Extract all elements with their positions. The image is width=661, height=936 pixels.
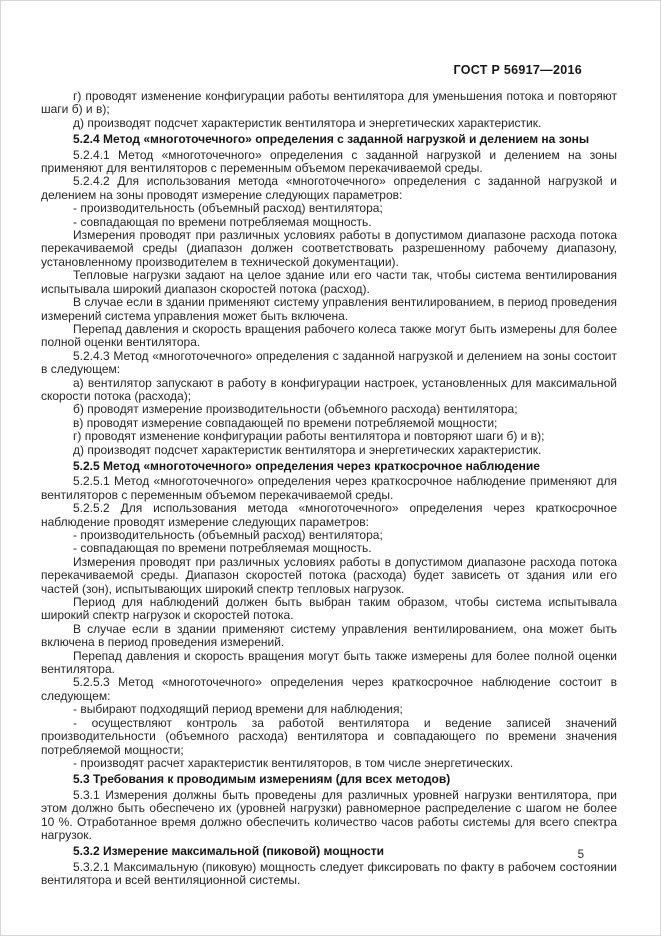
document-body (41, 90, 617, 888)
paragraph: 5.3.2.1 Максимальную (пиковую) мощность следует фиксировать по факту в рабочем состоянии вентилятора и всей вентиляционной системы. (41, 859, 617, 888)
paragraph: Измерения проводят при различных условиях работы в допустимом диапазоне расхода потока перекачиваемой среды. Диапазон скоростей потока (расхода) будет зависеть от здания или его частей (зон), испытывающих широкий спектр тепловых нагрузок. (41, 554, 617, 596)
section-heading: 5.3.2 Измерение максимальной (пиковой) мощности (73, 844, 385, 859)
paragraph: д) производят подсчет характеристик вентилятора и энергетических характеристик. (73, 442, 542, 457)
paragraph: В случае если в здании применяют систему управления вентилированием, в период проведения измерений система управления может быть включена. (41, 295, 617, 323)
paragraph: б) проводят измерение производительности (объемного расхода) вентилятора; (73, 402, 518, 417)
section-heading: 5.2.5 Метод «многоточечного» определения через краткосрочное наблюдение (73, 458, 540, 473)
paragraph: Тепловые нагрузки задают на целое здание или его части так, чтобы система вентилирования испытывала широкий диапазон скоростей потока (расход). (41, 268, 617, 296)
paragraph: Перепад давления и скорость вращения могут быть также измерены для более полной оценки вентилятора. (41, 648, 617, 677)
running-header: ГОСТ Р 56917—2016 (453, 63, 582, 77)
paragraph: 5.2.4.2 Для использования метода «многоточечного» определения с заданной нагрузкой и делением на зоны проводят измерение следующих параметров: (41, 174, 617, 202)
paragraph: а) вентилятор запускают в работу в конфигурации настроек, установленных для максимальной скорости потока (расхода); (41, 375, 617, 403)
section-heading: 5.2.4 Метод «многоточечного» определения с заданной нагрузкой и делением на зоны (73, 132, 590, 147)
paragraph: Измерения проводят при различных условиях работы в допустимом диапазоне расхода потока перекачиваемой среды (диапазон должен соответствовать разрешенному рабочему диапазону, установленному производителем в технической документации). (41, 228, 617, 269)
paragraph: 5.2.4.1 Метод «многоточечного» определения с заданной нагрузкой и делением на зоны применяют для вентиляторов с переменным объемом перекачиваемой среды. (41, 147, 617, 176)
paragraph: 5.2.5.2 Для использования метода «многоточечного» определения через краткосрочное наблюдение проводят измерение следующих параметров: (41, 501, 617, 529)
paragraph: Перепад давления и скорость вращения рабочего колеса также могут быть измерены для более полной оценки вентилятора. (41, 321, 617, 350)
section-heading: 5.3 Требования к проводимым измерениям (для всех методов) (73, 772, 451, 787)
paragraph: 5.2.5.3 Метод «многоточечного» определения через краткосрочное наблюдение состоит в следующем: (41, 675, 617, 703)
list-item: - производят расчет характеристик вентиляторов, в том числе энергетических. (73, 755, 514, 770)
paragraph: д) производят подсчет характеристик вентилятора и энергетических характеристик. (73, 115, 542, 130)
paragraph: 5.3.1 Измерения должны быть проведены для различных уровней нагрузки вентилятора, при этом должно быть обеспечено их (уровней нагрузки) равномерное распределение с шагом не более 10 %. Отработанное время должно обеспечить количество часов работы системы для всего спектра нагрузок. (41, 787, 617, 842)
list-item: - совпадающая по времени потребляемая мощность. (73, 541, 372, 556)
paragraph: г) проводят изменение конфигурации работы вентилятора для уменьшения потока и повторяют шаги б) и в); (41, 89, 617, 117)
list-item: - осуществляют контроль за работой вентилятора и ведение записей значений производительности (объемного расхода) вентилятора и совпадающего по времени значения потребляемой мощности; (41, 715, 617, 757)
paragraph: Период для наблюдений должен быть выбран таким образом, чтобы система испытывала широкий спектр нагрузок и скоростей потока. (41, 595, 617, 623)
page-number: 5 (577, 849, 584, 861)
list-item: - производительность (объемный расход) вентилятора; (73, 201, 383, 216)
paragraph: в) проводят измерение совпадающей по времени потребляемой мощности; (73, 415, 498, 430)
list-item: - выбирают подходящий период времени для наблюдения; (73, 702, 403, 717)
paragraph: В случае если в здании применяют систему управления вентилированием, она может быть включена в период проведения измерений. (41, 621, 617, 650)
list-item: - совпадающая по времени потребляемая мощность. (73, 214, 372, 229)
paragraph: 5.2.5.1 Метод «многоточечного» определения через краткосрочное наблюдение применяют для вентиляторов с переменным объемом перекачиваемой среды. (41, 474, 617, 502)
paragraph: 5.2.4.3 Метод «многоточечного» определения с заданной нагрузкой и делением на зоны состоит в следующем: (41, 348, 617, 377)
paragraph: г) проводят изменение конфигурации работы вентилятора и повторяют шаги б) и в); (73, 429, 545, 444)
list-item: - производительность (объемный расход) вентилятора; (73, 528, 383, 542)
